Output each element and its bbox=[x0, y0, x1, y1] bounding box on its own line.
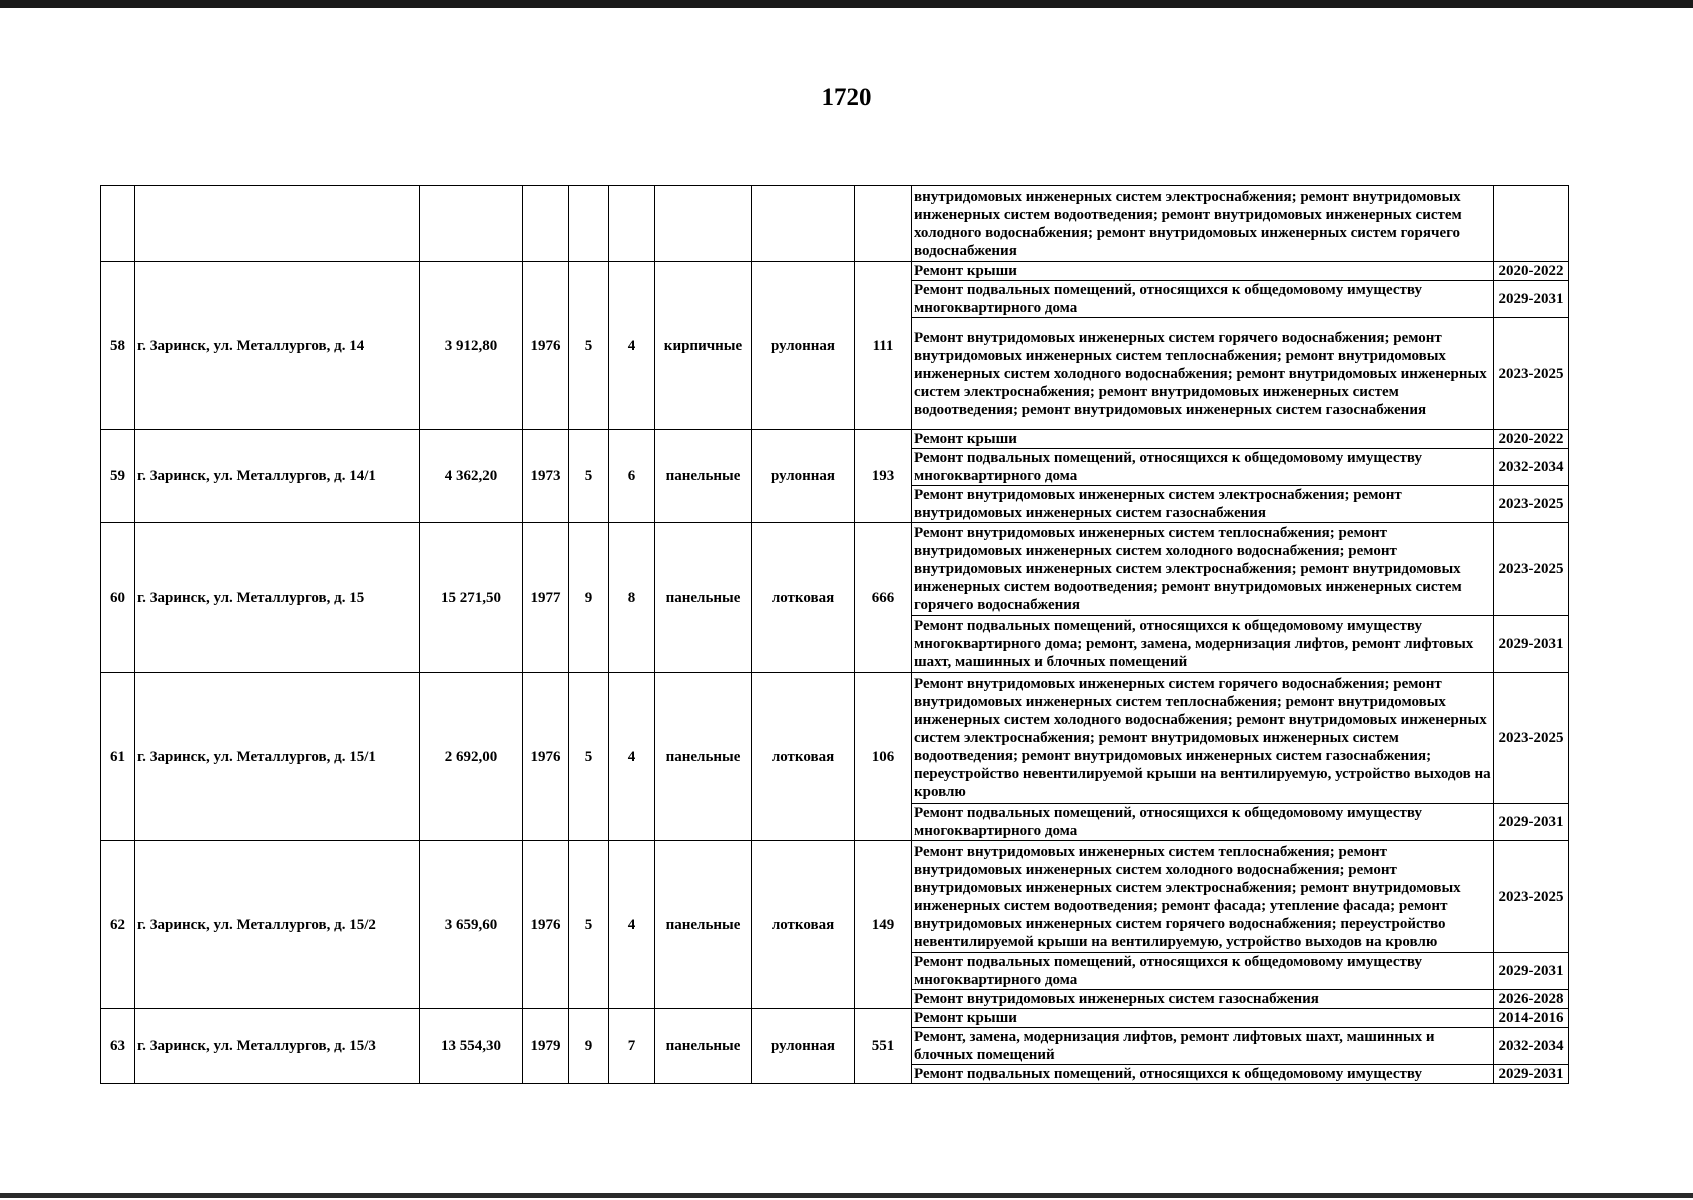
scan-border-top bbox=[0, 0, 1693, 8]
cell-area: 3 912,80 bbox=[420, 262, 523, 430]
cell-area: 3 659,60 bbox=[420, 841, 523, 1009]
cell-entrances: 7 bbox=[609, 1009, 655, 1084]
cell-num: 62 bbox=[101, 841, 135, 1009]
cell-floors: 9 bbox=[569, 1009, 609, 1084]
work-period bbox=[1494, 186, 1569, 262]
cell-roof: рулонная bbox=[752, 1009, 855, 1084]
work-period: 2029-2031 bbox=[1494, 616, 1569, 673]
work-description: Ремонт подвальных помещений, относящихся к общедомовому имуществу многоквартирного дома bbox=[912, 281, 1494, 318]
cell-num: 58 bbox=[101, 262, 135, 430]
cell-year: 1977 bbox=[523, 523, 569, 673]
cell-area: 15 271,50 bbox=[420, 523, 523, 673]
work-period: 2014-2016 bbox=[1494, 1009, 1569, 1028]
cell-residents: 111 bbox=[855, 262, 912, 430]
cell-area: 2 692,00 bbox=[420, 673, 523, 841]
work-description: Ремонт внутридомовых инженерных систем горячего водоснабжения; ремонт внутридомовых инженерных систем теплоснабжения; ремонт внутридомовых инженерных систем холодного водоснабжения; ремонт внутридомовых инженерных систем электроснабжения; ремонт внутридомовых инженерных систем водоотведения; ремонт внутридомовых инженерных систем газоснабжения; переустройство невентилируемой крыши на вентилируемую, устройство выходов на кровлю bbox=[912, 673, 1494, 804]
table-row bbox=[101, 523, 1569, 616]
cell-year bbox=[523, 186, 569, 262]
cell-residents: 551 bbox=[855, 1009, 912, 1084]
cell-entrances: 8 bbox=[609, 523, 655, 673]
page-number: 1720 bbox=[821, 84, 872, 111]
work-description: Ремонт, замена, модернизация лифтов, ремонт лифтовых шахт, машинных и блочных помещений bbox=[912, 1028, 1494, 1065]
cell-num: 63 bbox=[101, 1009, 135, 1084]
work-period: 2029-2031 bbox=[1494, 953, 1569, 990]
work-description: Ремонт подвальных помещений, относящихся к общедомовому имуществу многоквартирного дома; ремонт, замена, модернизация лифтов, ремонт лифтовых шахт, машинных и блочных помещений bbox=[912, 616, 1494, 673]
table-row bbox=[101, 262, 1569, 281]
cell-entrances bbox=[609, 186, 655, 262]
cell-num: 59 bbox=[101, 430, 135, 523]
work-period: 2029-2031 bbox=[1494, 804, 1569, 841]
cell-walls: кирпичные bbox=[655, 262, 752, 430]
cell-num: 61 bbox=[101, 673, 135, 841]
cell-year: 1976 bbox=[523, 673, 569, 841]
cell-roof: рулонная bbox=[752, 430, 855, 523]
work-period: 2029-2031 bbox=[1494, 1065, 1569, 1084]
cell-area: 13 554,30 bbox=[420, 1009, 523, 1084]
work-description: Ремонт крыши bbox=[912, 262, 1494, 281]
table-row bbox=[101, 430, 1569, 449]
cell-address: г. Заринск, ул. Металлургов, д. 15/1 bbox=[135, 673, 420, 841]
cell-entrances: 4 bbox=[609, 262, 655, 430]
cell-address: г. Заринск, ул. Металлургов, д. 14 bbox=[135, 262, 420, 430]
table-row bbox=[101, 1009, 1569, 1028]
cell-entrances: 4 bbox=[609, 841, 655, 1009]
cell-walls: панельные bbox=[655, 430, 752, 523]
work-description: Ремонт подвальных помещений, относящихся к общедомовому имуществу bbox=[912, 1065, 1494, 1084]
cell-walls: панельные bbox=[655, 673, 752, 841]
cell-floors: 9 bbox=[569, 523, 609, 673]
work-description: Ремонт внутридомовых инженерных систем электроснабжения; ремонт внутридомовых инженерных систем газоснабжения bbox=[912, 486, 1494, 523]
work-description: внутридомовых инженерных систем электроснабжения; ремонт внутридомовых инженерных систем водоотведения; ремонт внутридомовых инженерных систем холодного водоснабжения; ремонт внутридомовых инженерных систем горячего водоснабжения bbox=[912, 186, 1494, 262]
work-period: 2023-2025 bbox=[1494, 486, 1569, 523]
cell-num bbox=[101, 186, 135, 262]
cell-year: 1979 bbox=[523, 1009, 569, 1084]
cell-roof: лотковая bbox=[752, 841, 855, 1009]
cell-address: г. Заринск, ул. Металлургов, д. 15/2 bbox=[135, 841, 420, 1009]
work-period: 2023-2025 bbox=[1494, 841, 1569, 953]
table-row bbox=[101, 841, 1569, 953]
cell-roof: лотковая bbox=[752, 523, 855, 673]
table-body bbox=[101, 186, 1569, 1084]
cell-entrances: 6 bbox=[609, 430, 655, 523]
cell-walls: панельные bbox=[655, 1009, 752, 1084]
cell-residents: 666 bbox=[855, 523, 912, 673]
work-period: 2023-2025 bbox=[1494, 673, 1569, 804]
scan-border-bottom bbox=[0, 1193, 1693, 1198]
cell-year: 1976 bbox=[523, 841, 569, 1009]
work-description: Ремонт подвальных помещений, относящихся к общедомовому имуществу многоквартирного дома bbox=[912, 953, 1494, 990]
carry-over-row bbox=[101, 186, 1569, 262]
cell-walls bbox=[655, 186, 752, 262]
cell-address: г. Заринск, ул. Металлургов, д. 15 bbox=[135, 523, 420, 673]
work-period: 2023-2025 bbox=[1494, 318, 1569, 430]
work-description: Ремонт внутридомовых инженерных систем теплоснабжения; ремонт внутридомовых инженерных систем холодного водоснабжения; ремонт внутридомовых инженерных систем электроснабжения; ремонт внутридомовых инженерных систем водоотведения; ремонт фасада; утепление фасада; ремонт внутридомовых инженерных систем горячего водоснабжения; переустройство невентилируемой крыши на вентилируемую, устройство выходов на кровлю bbox=[912, 841, 1494, 953]
cell-area: 4 362,20 bbox=[420, 430, 523, 523]
cell-roof bbox=[752, 186, 855, 262]
cell-walls: панельные bbox=[655, 841, 752, 1009]
work-description: Ремонт крыши bbox=[912, 430, 1494, 449]
work-period: 2020-2022 bbox=[1494, 430, 1569, 449]
work-period: 2023-2025 bbox=[1494, 523, 1569, 616]
cell-residents: 106 bbox=[855, 673, 912, 841]
housing-repair-table bbox=[100, 185, 1569, 1084]
cell-floors: 5 bbox=[569, 673, 609, 841]
work-period: 2032-2034 bbox=[1494, 1028, 1569, 1065]
cell-area bbox=[420, 186, 523, 262]
cell-num: 60 bbox=[101, 523, 135, 673]
work-period: 2026-2028 bbox=[1494, 990, 1569, 1009]
cell-floors: 5 bbox=[569, 262, 609, 430]
cell-entrances: 4 bbox=[609, 673, 655, 841]
cell-walls: панельные bbox=[655, 523, 752, 673]
cell-address: г. Заринск, ул. Металлургов, д. 15/3 bbox=[135, 1009, 420, 1084]
cell-floors: 5 bbox=[569, 430, 609, 523]
cell-residents: 193 bbox=[855, 430, 912, 523]
work-description: Ремонт внутридомовых инженерных систем теплоснабжения; ремонт внутридомовых инженерных систем холодного водоснабжения; ремонт внутридомовых инженерных систем электроснабжения; ремонт внутридомовых инженерных систем водоотведения; ремонт внутридомовых инженерных систем горячего водоснабжения bbox=[912, 523, 1494, 616]
cell-address: г. Заринск, ул. Металлургов, д. 14/1 bbox=[135, 430, 420, 523]
cell-year: 1973 bbox=[523, 430, 569, 523]
work-description: Ремонт крыши bbox=[912, 1009, 1494, 1028]
work-period: 2020-2022 bbox=[1494, 262, 1569, 281]
cell-floors: 5 bbox=[569, 841, 609, 1009]
work-description: Ремонт внутридомовых инженерных систем горячего водоснабжения; ремонт внутридомовых инженерных систем теплоснабжения; ремонт внутридомовых инженерных систем холодного водоснабжения; ремонт внутридомовых инженерных систем электроснабжения; ремонт внутридомовых инженерных систем водоотведения; ремонт внутридомовых инженерных систем газоснабжения bbox=[912, 318, 1494, 430]
cell-floors bbox=[569, 186, 609, 262]
cell-roof: рулонная bbox=[752, 262, 855, 430]
cell-roof: лотковая bbox=[752, 673, 855, 841]
table-row bbox=[101, 673, 1569, 804]
work-description: Ремонт подвальных помещений, относящихся к общедомовому имуществу многоквартирного дома bbox=[912, 804, 1494, 841]
work-description: Ремонт внутридомовых инженерных систем газоснабжения bbox=[912, 990, 1494, 1009]
work-description: Ремонт подвальных помещений, относящихся к общедомовому имуществу многоквартирного дома bbox=[912, 449, 1494, 486]
work-period: 2029-2031 bbox=[1494, 281, 1569, 318]
cell-year: 1976 bbox=[523, 262, 569, 430]
work-period: 2032-2034 bbox=[1494, 449, 1569, 486]
cell-residents: 149 bbox=[855, 841, 912, 1009]
cell-residents bbox=[855, 186, 912, 262]
cell-address bbox=[135, 186, 420, 262]
